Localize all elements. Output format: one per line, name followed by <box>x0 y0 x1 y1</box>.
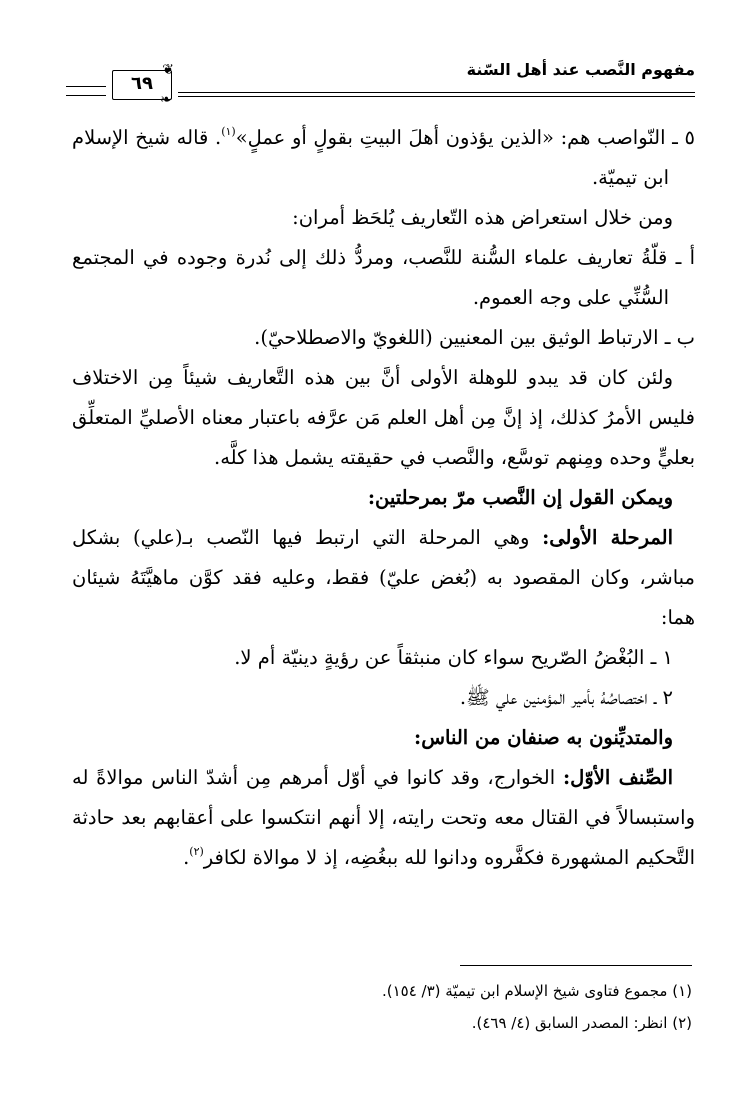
footnote-ref: (١) <box>221 125 236 138</box>
paragraph-text: ٥ ـ النّواصب هم: «الذين يؤذون أهلَ البيتِ بقولٍ أو عملٍ» <box>235 126 696 149</box>
list-item: ب ـ الارتباط الوثيق بين المعنيين (اللغويّ والاصطلاحيّ). <box>254 326 695 349</box>
section-heading: والمتديِّنون به صنفان من الناس: <box>414 726 673 749</box>
page-number: ٦٩ <box>131 73 153 94</box>
paragraph-text: . <box>183 846 190 869</box>
body-text <box>72 118 695 878</box>
paragraph-text: الخوارج، وقد كانوا في أوّل أمرهم مِن أشدّ الناس موالاةً له واستبسالاً في القتال معه وتحت رايته، إلا أنهم انتكسوا على أعقابهم بعد حادثة التَّحكيم المشهورة فكفَّروه ودانوا لله ببغُضِه، إذ لا موالاة لكافر <box>72 766 695 869</box>
paragraph-label: المرحلة الأولى: <box>542 526 673 549</box>
footnotes <box>72 975 692 1039</box>
paragraph: ولئن كان قد يبدو للوهلة الأولى أنَّ بين هذه التَّعاريف شيئاً مِن الاختلاف فليس الأمرُ كذلك، إذ إنَّ مِن أهل العلم مَن عرَّفه باعتبار معناه الأصليِّ المتعلِّق بعليٍّ وحده ومِنهم توسَّع، والنَّصب في حقيقته يشمل هذا كلَّه. <box>72 366 695 469</box>
paragraph: ومن خلال استعراض هذه التّعاريف يُلحَظ أمران: <box>292 206 673 229</box>
paragraph <box>72 518 695 638</box>
running-header-title: مفهوم النَّصب عند أهل السّنة <box>466 60 695 79</box>
footnote: (١) مجموع فتاوى شيخ الإسلام ابن تيميّة (٣/ ١٥٤). <box>381 982 692 1000</box>
ornament-icon: ❦ <box>162 62 174 78</box>
paragraph <box>72 758 695 878</box>
list-item: أ ـ قلّةُ تعاريف علماء السُّنة للنَّصب، ومردُّ ذلك إلى نُدرة وجوده في المجتمع السُّنِّي على وجه العموم. <box>72 246 695 309</box>
footnote-separator <box>460 965 692 966</box>
paragraph <box>72 118 695 198</box>
list-item: ١ ـ البُغْضُ الصّريح سواء كان منبثقاً عن رؤيةٍ دينيّة أم لا. <box>234 646 673 669</box>
ornament-icon: ❧ <box>160 92 172 108</box>
paragraph-text: . قاله شيخ الإسلام ابن تيميّة. <box>72 126 669 189</box>
header-left-rule <box>66 86 106 96</box>
page-number-box <box>108 62 176 108</box>
footnote: (٢) انظر: المصدر السابق (٤/ ٤٦٩). <box>471 1014 692 1032</box>
header-rule <box>178 92 695 97</box>
paragraph-label: الصِّنف الأوّل: <box>562 766 674 789</box>
section-heading: ويمكن القول إن النَّصب مرّ بمرحلتين: <box>367 486 673 509</box>
list-item: ٢ ـ اختصاصُهُ بأمير المؤمنين علي ﷺ. <box>459 686 673 709</box>
footnote-ref: (٢) <box>189 845 204 858</box>
paragraph-text: وهي المرحلة التي ارتبط فيها النّصب بـ(علي) بشكل مباشر، وكان المقصود به (بُغض عليّ) فقط، وعليه فقد كوَّن ماهيَّتَهُ شيئان هما: <box>72 526 695 629</box>
